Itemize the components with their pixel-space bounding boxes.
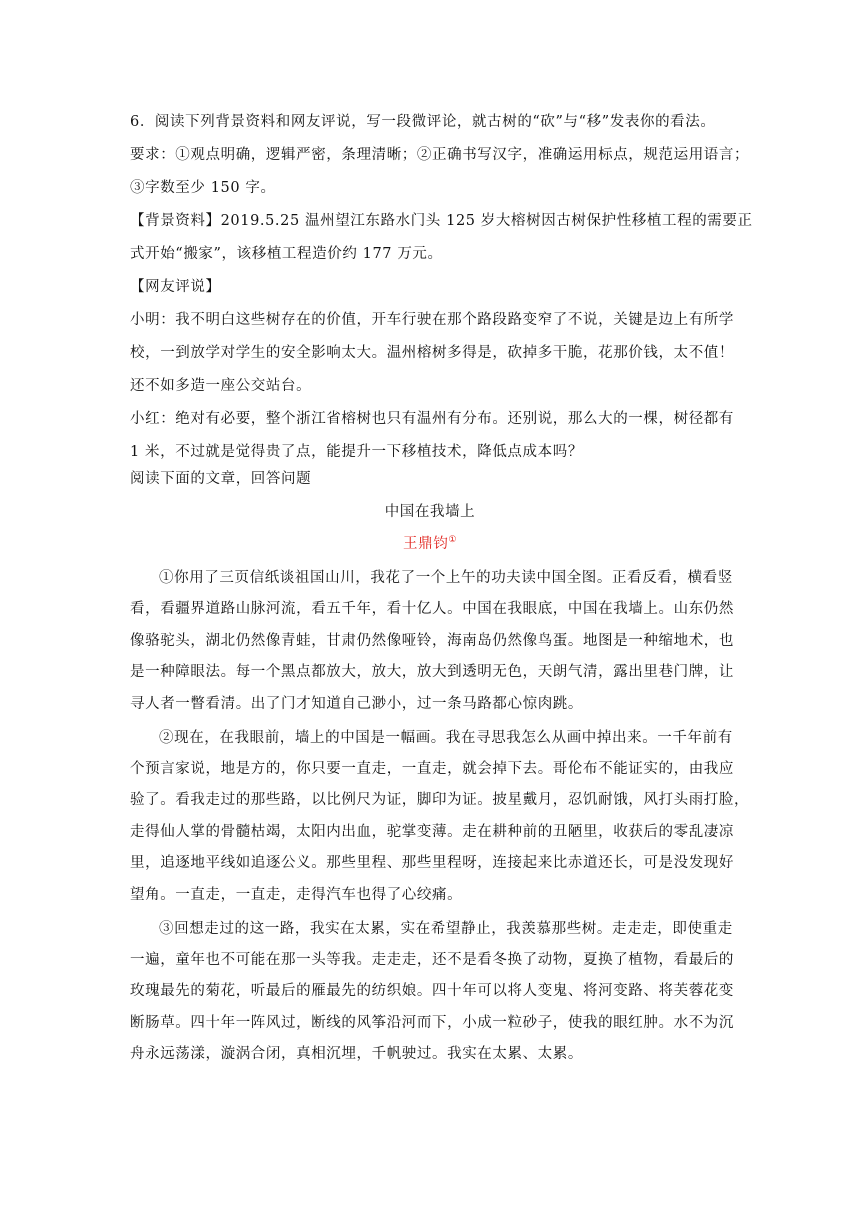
paragraph-line: 个预言家说，地是方的，你只要一直走，一直走，就会掉下去。哥伦布不能证实的，由我应 (130, 760, 734, 777)
author-footnote-marker: ① (448, 535, 457, 546)
question-instructions (130, 112, 750, 198)
question-line: 要求：①观点明确，逻辑严密，条理清晰；②正确书写汉字，准确运用标点，规范运用语言； (130, 147, 750, 163)
paragraph-line: ②现在，在我眼前，墙上的中国是一幅画。我在寻思我怎么从画中掉出来。一千年前有 (159, 729, 733, 746)
comment-line: 校，一到放学对学生的安全影响太大。温州榕树多得是，砍掉多干脆，花那价钱，太不值！ (130, 345, 734, 361)
paragraph-line: 舟永远荡漾，漩涡合闭，真相沉埋，千帆驶过。我实在太累、太累。 (130, 1046, 583, 1063)
comment-line: 小红：绝对有必要，整个浙江省榕树也只有温州有分布。还别说，那么大的一棵，树径都有 (130, 411, 734, 427)
article-author (130, 534, 730, 554)
author-name: 王鼎钧 (403, 536, 449, 552)
background-material (130, 211, 753, 264)
article-paragraph-2 (130, 728, 750, 905)
paragraph-line: 断肠草。四十年一阵风过，断线的风筝沿河而下，小成一粒砂子，使我的眼红肿。水不为沉 (130, 1014, 734, 1031)
paragraph-line: ①你用了三页信纸谈祖国山川，我花了一个上午的功夫读中国全图。正看反看，横看竖 (159, 570, 733, 586)
paragraph-line: ③回想走过的这一路，我实在太累，实在希望静止，我羡慕那些树。走走走，即使重走 (159, 920, 733, 937)
background-line: 【背景资料】2019.5.25 温州望江东路水门头 125 岁大榕树因古树保护性移植工程的需要正 (130, 213, 753, 229)
paragraph-line: 验了。看我走过的那些路，以比例尺为证，脚印为证。披星戴月，忍饥耐饿，风打头雨打脸， (130, 792, 750, 809)
comment-line: 还不如多造一座公交站台。 (130, 378, 312, 394)
comments-heading: 【网友评说】 (130, 279, 221, 295)
comment-xiaohong (130, 409, 734, 462)
paragraph-line: 看，看疆界道路山脉河流，看五千年，看十亿人。中国在我眼底，中国在我墙上。山东仍然 (130, 601, 734, 618)
document-content (130, 112, 753, 1078)
paragraph-line: 像骆驼头，湖北仍然像青蛙，甘肃仍然像哑铃，海南岛仍然像鸟蛋。地图是一种缩地术，也 (130, 632, 734, 649)
paragraph-line: 走得仙人掌的骨髓枯竭，太阳内出血，驼掌变薄。走在耕种前的丑陋里，收获后的零乱凄凉 (130, 823, 734, 840)
article-paragraph-3 (130, 919, 734, 1065)
comment-xiaoming (130, 310, 734, 396)
article-paragraph-1 (130, 568, 734, 714)
question-line: ③字数至少 150 字。 (130, 180, 276, 196)
paragraph-line: 一遍，童年也不可能在那一头等我。走走走，还不是看冬换了动物，夏换了植物，看最后的 (130, 951, 734, 968)
comment-line: 小明：我不明白这些树存在的价值，开车行驶在那个路段路变窄了不说，关键是边上有所学 (130, 312, 734, 328)
reading-prompt: 阅读下面的文章，回答问题 (130, 471, 312, 487)
question-line: 6．阅读下列背景资料和网友评说，写一段微评论，就古树的“砍”与“移”发表你的看法。 (130, 114, 716, 130)
paragraph-line: 里，追逐地平线如追逐公义。那些里程、那些里程呀，连接起来比赤道还长，可是没发现好 (130, 855, 734, 872)
paragraph-line: 是一种障眼法。每一个黑点都放大，放大，放大到透明无色，天朗气清，露出里巷门牌，让 (130, 664, 734, 681)
paragraph-line: 寻人者一瞥看清。出了门才知道自己渺小，过一条马路都心惊肉跳。 (130, 695, 583, 712)
comment-line: 1 米，不过就是觉得贵了点，能提升一下移植技术，降低点成本吗？ (130, 444, 583, 460)
background-line: 式开始“搬家”，该移植工程造价约 177 万元。 (130, 246, 443, 262)
paragraph-line: 玫瑰最先的菊花，听最后的雁最先的纺织娘。四十年可以将人变鬼、将河变路、将芙蓉花变 (130, 983, 734, 1000)
paragraph-line: 望角。一直走，一直走，走得汽车也得了心绞痛。 (130, 886, 463, 903)
article-title: 中国在我墙上 (384, 504, 476, 520)
